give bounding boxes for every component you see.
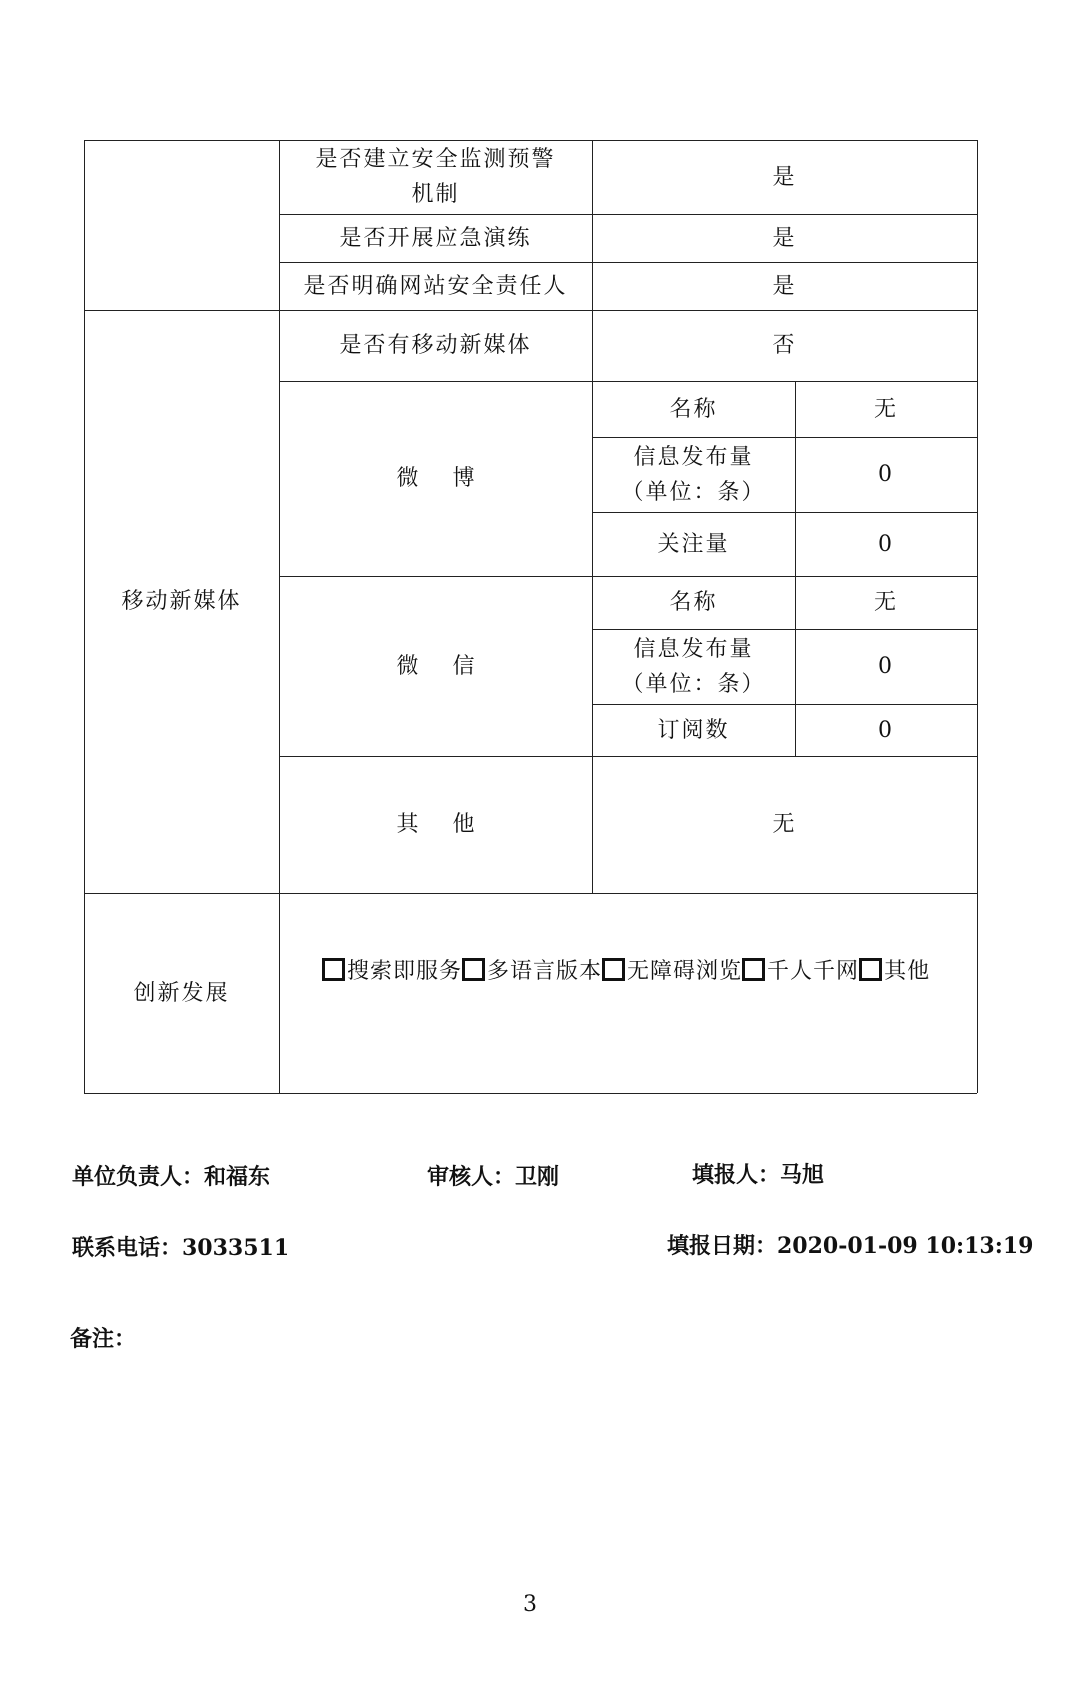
weibo-name-value: 无 [873, 396, 898, 422]
weibo-posts-label [592, 437, 795, 512]
fill-date: 填报日期：2020-01-09 10:13:19 [667, 1233, 1034, 1259]
unit-head: 单位负责人：和福东 [72, 1164, 271, 1190]
reviewer: 审核人：卫刚 [427, 1164, 560, 1190]
weibo-posts-label-line1: 信息发布量 [633, 444, 754, 470]
checkbox-icon[interactable] [462, 958, 485, 981]
weibo-label [279, 381, 592, 576]
innovation-options [322, 954, 930, 985]
wechat-subscribers-label: 订阅数 [657, 717, 730, 743]
checkbox-icon[interactable] [602, 958, 625, 981]
monitoring-value: 是 [772, 164, 797, 190]
innovation-option[interactable] [322, 954, 462, 985]
owner-label: 是否明确网站安全责任人 [303, 273, 568, 299]
innovation-option[interactable] [859, 954, 930, 985]
checkbox-icon[interactable] [322, 958, 345, 981]
mobile-section-label: 移动新媒体 [121, 589, 242, 614]
weibo-followers-label: 关注量 [657, 531, 730, 557]
wechat-name-label: 名称 [669, 590, 718, 615]
wechat-label [279, 576, 592, 756]
drill-value: 是 [772, 225, 797, 251]
wechat-subscribers-value: 0 [878, 717, 894, 743]
monitoring-label [279, 140, 592, 214]
wechat-posts-label-line1: 信息发布量 [633, 636, 754, 662]
wechat-posts-label-line2: （单位：条） [621, 671, 766, 697]
checkbox-icon[interactable] [742, 958, 765, 981]
contact-phone: 联系电话：3033511 [72, 1235, 290, 1261]
innovation-option-label: 搜索即服务 [347, 959, 463, 984]
owner-value: 是 [772, 273, 797, 299]
other-label [279, 756, 592, 893]
report-table [84, 140, 977, 1093]
filler: 填报人：马旭 [692, 1162, 825, 1188]
innovation-section-label: 创新发展 [133, 980, 230, 1006]
table-rule [84, 1093, 977, 1094]
innovation-option-label: 无障碍浏览 [627, 959, 743, 984]
weibo-name-label: 名称 [669, 396, 718, 422]
innovation-option-label: 千人千网 [767, 959, 860, 984]
innovation-option-label: 多语言版本 [487, 959, 603, 984]
innovation-option[interactable] [742, 954, 859, 985]
table-rule [977, 140, 978, 1093]
wechat-posts-label [592, 629, 795, 704]
wechat-label-text: 微信 [396, 653, 509, 679]
other-label-text: 其他 [396, 812, 509, 837]
other-value: 无 [772, 812, 797, 837]
has-mobile-label: 是否有移动新媒体 [339, 333, 532, 358]
weibo-posts-label-line2: （单位：条） [621, 479, 766, 505]
has-mobile-value: 否 [772, 333, 797, 358]
weibo-label-text: 微博 [396, 466, 509, 491]
wechat-name-value: 无 [873, 590, 898, 615]
monitoring-label-line1: 是否建立安全监测预警 [315, 147, 556, 172]
drill-label: 是否开展应急演练 [339, 225, 532, 251]
wechat-posts-value: 0 [878, 654, 894, 679]
remarks: 备注： [70, 1326, 137, 1352]
weibo-followers-value: 0 [878, 531, 894, 557]
monitoring-label-line2: 机制 [411, 182, 460, 207]
page-number: 3 [523, 1592, 537, 1617]
innovation-option[interactable] [602, 954, 742, 985]
checkbox-icon[interactable] [859, 958, 882, 981]
weibo-posts-value: 0 [878, 462, 894, 487]
innovation-option[interactable] [462, 954, 602, 985]
innovation-option-label: 其他 [884, 959, 931, 984]
